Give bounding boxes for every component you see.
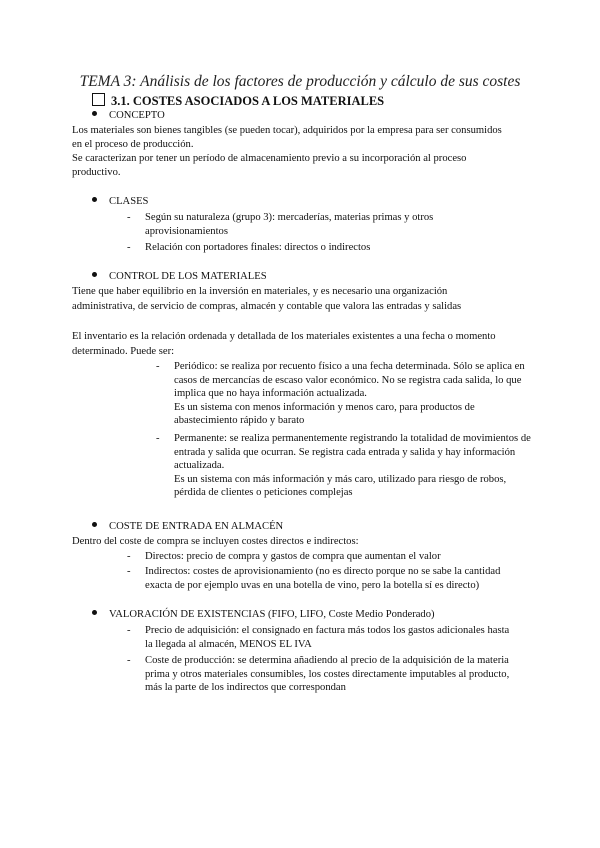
text-line: administrativa, de servicio de compras, almacén y contable que valora las entradas y salidas xyxy=(72,301,462,312)
bullet-icon xyxy=(92,111,97,116)
bullet-control xyxy=(92,270,267,284)
list-item: - Directos: precio de compra y gastos de compra que aumentan el valor xyxy=(127,551,441,562)
dash-icon: - xyxy=(127,242,131,253)
text-line: determinado. Puede ser: xyxy=(72,346,175,357)
document-title: TEMA 3: Análisis de los factores de producción y cálculo de sus costes xyxy=(79,73,521,90)
dash-icon: - xyxy=(156,361,160,372)
text-line: El inventario es la relación ordenada y detallada de los materiales existentes a una fecha o momento xyxy=(72,331,496,342)
text-line: Se caracterizan por tener un período de almacenamiento previo a su incorporación al proceso xyxy=(72,153,467,164)
checkbox-icon xyxy=(92,93,105,106)
section-heading-text: 3.1. COSTES ASOCIADOS A LOS MATERIALES xyxy=(111,94,385,108)
text-line: Los materiales son bienes tangibles (se pueden tocar), adquiridos por la empresa para ser consumidos xyxy=(72,125,502,136)
bullet-clases xyxy=(92,195,148,209)
list-item: - Permanente: se realiza permanentemente registrando la totalidad de movimientos de entrada y salida que ocurran. Se registra cada entrada y salida y hay información actualizada. Es un sistema con más información y más caro, utilizado para riesgo de robos, pérdida de clientes o peticiones complejas xyxy=(156,433,531,498)
bullet-icon xyxy=(92,272,97,277)
dash-icon: - xyxy=(127,212,131,223)
bullet-clases-text: CLASES xyxy=(109,196,149,207)
bullet-control-text: CONTROL DE LOS MATERIALES xyxy=(109,271,267,282)
dash-icon: - xyxy=(127,551,131,562)
dash-icon: - xyxy=(156,433,160,444)
dash-icon: - xyxy=(127,625,131,636)
text-line: Dentro del coste de compra se incluyen costes directos e indirectos: xyxy=(72,536,359,547)
bullet-concepto-text: CONCEPTO xyxy=(109,110,165,121)
dash-icon: - xyxy=(127,655,131,666)
bullet-icon xyxy=(92,522,97,527)
list-item: - Precio de adquisición: el consignado en factura más todos los gastos adicionales hasta la llegada al almacén, MENOS EL IVA xyxy=(127,625,510,650)
list-item: - Indirectos: costes de aprovisionamiento (no es directo porque no se sabe la cantidad exacta de por ejemplo uvas en una botella de vino, pero la botella sí es directo) xyxy=(127,566,501,591)
list-item: - Periódico: se realiza por recuento físico a una fecha determinada. Sólo se aplica en casos de mercancías de escaso valor económico. No se registra cada salida, lo que implica que no haya información actualizada. Es un sistema con menos información y menos caro, para productos de abastecimiento rápido y barato xyxy=(156,361,525,426)
bullet-icon xyxy=(92,197,97,202)
bullet-coste-entrada-text: COSTE DE ENTRADA EN ALMACÉN xyxy=(109,521,284,532)
text-line: Tiene que haber equilibrio en la inversión en materiales, y es necesario una organización xyxy=(72,286,448,297)
list-item: - Según su naturaleza (grupo 3): mercaderías, materias primas y otros aprovisionamientos xyxy=(127,212,434,237)
list-item: - Coste de producción: se determina añadiendo al precio de la adquisición de la materia prima y otros materiales consumibles, los costes directamente imputables al producto, más la parte de los indirectos que correspondan xyxy=(127,655,510,693)
section-heading xyxy=(92,93,384,109)
dash-icon: - xyxy=(127,566,131,577)
bullet-coste-entrada xyxy=(92,520,283,534)
text-line: productivo. xyxy=(72,167,121,178)
bullet-valoracion-text: VALORACIÓN DE EXISTENCIAS (FIFO, LIFO, Coste Medio Ponderado) xyxy=(109,609,435,620)
bullet-valoracion xyxy=(92,608,435,622)
list-item: - Relación con portadores finales: directos o indirectos xyxy=(127,242,371,253)
bullet-concepto xyxy=(92,109,165,123)
bullet-icon xyxy=(92,610,97,615)
text-line: en el proceso de producción. xyxy=(72,139,194,150)
